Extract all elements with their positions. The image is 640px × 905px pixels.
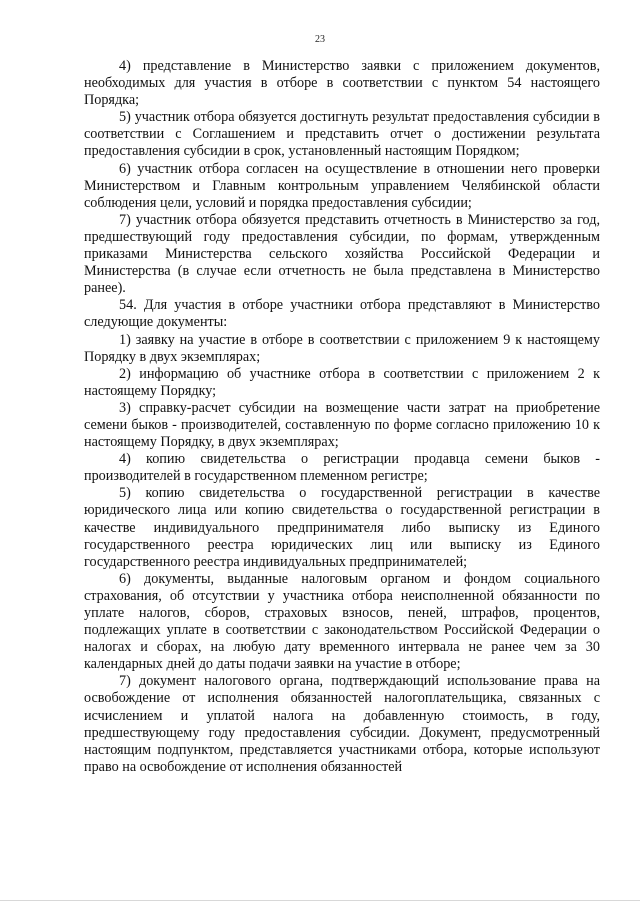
paragraph-doc-1-application: 1) заявку на участие в отборе в соответствии с приложением 9 к настоящему Порядку в двух экземплярах; xyxy=(84,331,600,365)
paragraph-doc-4-registry-certificate: 4) копию свидетельства о регистрации продавца семени быков - производителей в государственном племенном регистре; xyxy=(84,451,600,485)
paragraph-clause-54: 54. Для участия в отборе участники отбора представляют в Министерство следующие документы: xyxy=(84,297,600,331)
paragraph-item-4-submission: 4) представление в Министерство заявки с приложением документов, необходимых для участия в отборе в соответствии с пунктом 54 настоящего Порядка; xyxy=(84,58,600,109)
page-bottom-edge xyxy=(0,900,640,901)
page-number: 23 xyxy=(315,34,325,45)
paragraph-item-7-reporting: 7) участник отбора обязуется представить отчетность в Министерство за год, предшествующий году предоставления субсидии, по формам, утвержденным приказами Министерства сельского хозяйства Российской Федерации и Министерства (в случае если отчетность не была представлена в Министерство ранее). xyxy=(84,211,600,297)
paragraph-item-6-consent: 6) участник отбора согласен на осуществление в отношении него проверки Министерством и Главным контрольным управлением Челябинской области соблюдения цели, условий и порядка предоставления субсидии; xyxy=(84,160,600,211)
paragraph-doc-5-state-registration: 5) копию свидетельства о государственной регистрации в качестве юридического лица или копию свидетельства о государственной регистрации в качестве индивидуального предпринимателя либо выписку из Единого государственного реестра юридических лиц или выписку из Единого государственного реестра индивидуальных предпринимателей; xyxy=(84,485,600,570)
paragraph-doc-2-participant-info: 2) информацию об участнике отбора в соответствии с приложением 2 к настоящему Порядку; xyxy=(84,365,600,399)
paragraph-doc-6-tax-documents: 6) документы, выданные налоговым органом и фондом социального страхования, об отсутствии у участника отбора неисполненной обязанности по уплате налогов, сборов, страховых взносов, пеней, штрафов, процентов, подлежащих уплате в соответствии с законодательством Российской Федерации о налогах и сборах, на любую дату временного интервала не ранее чем за 30 календарных дней до даты подачи заявки на участие в отборе; xyxy=(84,570,600,673)
document-body xyxy=(84,58,600,776)
paragraph-doc-3-calculation: 3) справку-расчет субсидии на возмещение части затрат на приобретение семени быков - производителей, составленную по форме согласно приложению 10 к настоящему Порядку, в двух экземплярах; xyxy=(84,399,600,451)
paragraph-item-5-obligation: 5) участник отбора обязуется достигнуть результат предоставления субсидии в соответствии с Соглашением и представить отчет о достижении результата предоставления субсидии в срок, установленный настоящим Порядком; xyxy=(84,109,600,160)
paragraph-doc-7-vat-exemption: 7) документ налогового органа, подтверждающий использование права на освобождение от исполнения обязанностей налогоплательщика, связанных с исчислением и уплатой налога на добавленную стоимость, в году, предшествующему году предоставления субсидии. Документ, предусмотренный настоящим подпунктом, представляется участниками отбора, которые используют право на освобождение от исполнения обязанностей xyxy=(84,673,600,775)
